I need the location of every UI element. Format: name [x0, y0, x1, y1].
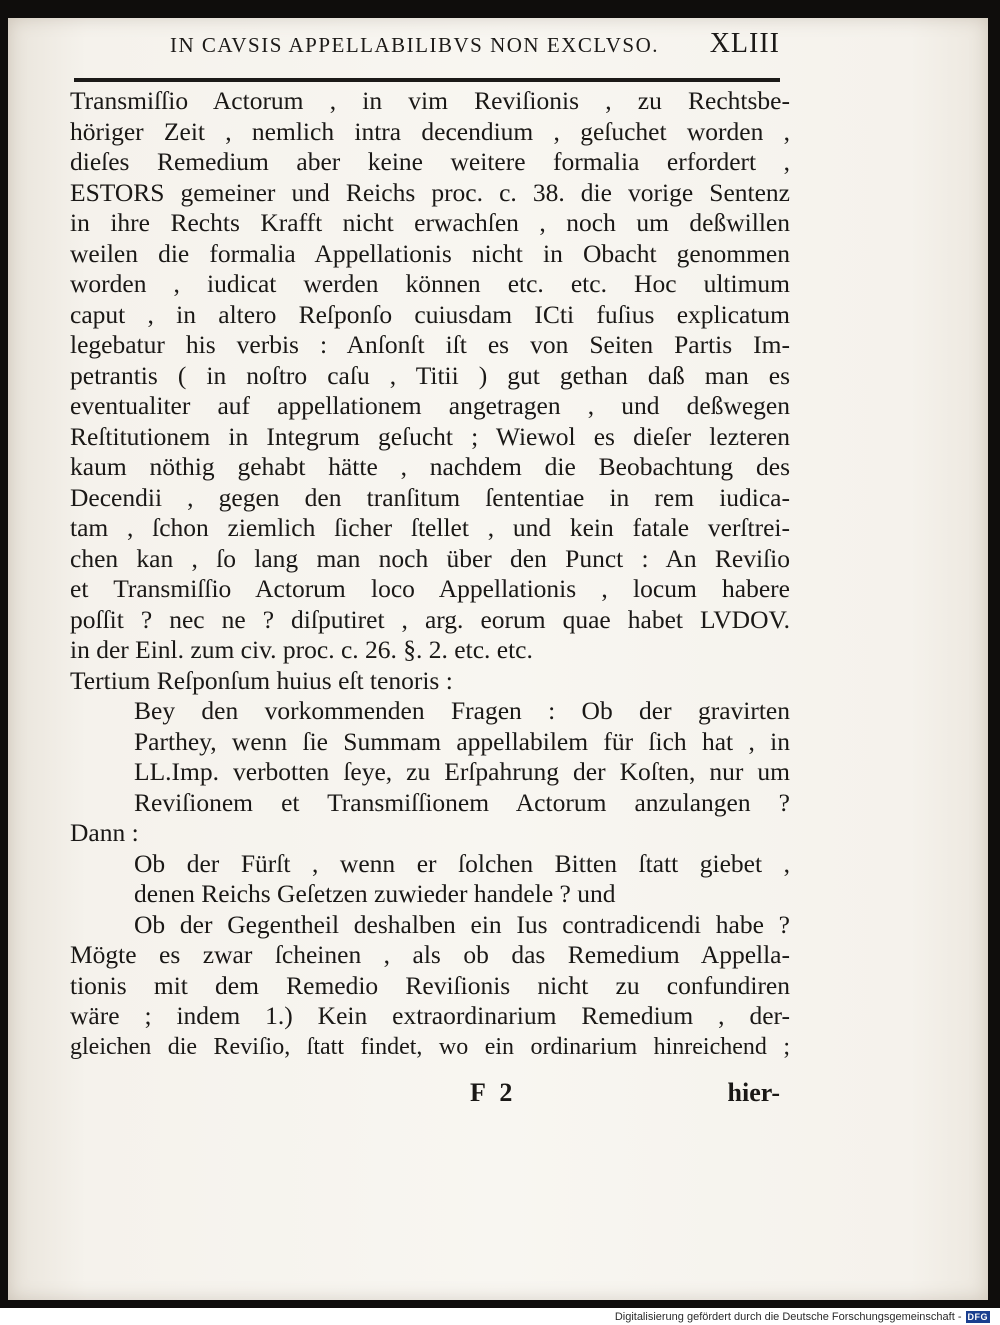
catchword-line	[70, 1078, 780, 1112]
digitization-credit	[615, 1310, 990, 1324]
text-line: Dann :	[70, 818, 139, 847]
text-line: worden , iudicat werden können etc. etc. Hoc ultimum	[70, 269, 790, 298]
text-line: höriger Zeit , nemlich intra decendium , geſuchet worden ,	[70, 116, 790, 146]
text-line: chen kan , ſo lang man noch über den Punct : An Reviſio	[70, 543, 790, 573]
text-line: Tertium Reſponſum huius eſt tenoris :	[70, 665, 453, 695]
text-line: Decendii , gegen den tranſitum ſententiae in rem iudica-	[70, 482, 790, 512]
text-line: tam , ſchon ziemlich ſicher ſtellet , und kein fatale verſtrei-	[70, 513, 790, 542]
text-line: Reſtitutionem in Integrum geſucht ; Wiewol es dieſer lezteren	[70, 421, 790, 451]
text-line: gleichen die Reviſio, ſtatt findet, wo ein ordinarium hinreichend ;	[70, 1033, 790, 1060]
text-line: wäre ; indem 1.) Kein extraordinarium Remedium , der-	[70, 1001, 790, 1030]
text-line: Mögte es zwar ſcheinen , als ob das Remedium Appella-	[70, 940, 790, 969]
header-rule	[74, 78, 780, 82]
text-line: LL.Imp. verbotten ſeye, zu Erſpahrung der Koſten, nur um	[134, 757, 790, 786]
text-line: in ihre Rechts Krafft nicht erwachſen , noch um deßwillen	[70, 208, 790, 237]
text-line: dieſes Remedium aber keine weitere formalia erfordert ,	[70, 147, 790, 176]
text-line: poſſit ? nec ne ? diſputiret , arg. eorum quae habet LVDOV.	[70, 604, 790, 634]
text-line: tionis mit dem Remedio Reviſionis nicht zu confundiren	[70, 970, 790, 1000]
text-line: Ob der Fürſt , wenn er ſolchen Bitten ſtatt giebet ,	[134, 848, 790, 878]
text-line: et Transmiſſio Actorum loco Appellationis , locum habere	[70, 574, 790, 603]
text-line: kaum nöthig gehabt hätte , nachdem die Beobachtung des	[70, 452, 790, 481]
catchword: hier-	[727, 1078, 780, 1107]
text-line: legebatur his verbis : Anſonſt iſt es von Seiten Partis Im-	[70, 330, 790, 359]
text-line: Transmiſſio Actorum , in vim Reviſionis , zu Rechtsbe-	[70, 86, 790, 115]
page-number: XLIII	[709, 28, 780, 59]
text-line: Reviſionem et Transmiſſionem Actorum anzulangen ?	[134, 787, 790, 817]
text-line: eventualiter auf appellationem angetragen , und deßwegen	[70, 391, 790, 420]
text-line: denen Reichs Geſetzen zuwieder handele ? und	[134, 879, 616, 908]
text-line: weilen die formalia Appellationis nicht in Obacht genommen	[70, 238, 790, 268]
text-line: Ob der Gegentheil deshalben ein Ius contradicendi habe ?	[134, 909, 790, 939]
credit-text: Digitalisierung gefördert durch die Deutsche Forschungsgemeinschaft -	[614, 1311, 962, 1323]
body-text	[70, 86, 790, 1062]
page-header	[170, 28, 780, 68]
text-line: caput , in altero Reſponſo cuiusdam ICti fuſius explicatum	[70, 299, 790, 329]
dfg-logo: DFG	[967, 1312, 988, 1322]
text-line: Bey den vorkommenden Fragen : Ob der gravirten	[134, 696, 790, 725]
signature-mark: F 2	[470, 1078, 517, 1107]
text-line: petrantis ( in noſtro caſu , Titii ) gut gethan daß man es	[70, 360, 790, 390]
running-head: IN CAVSIS APPELLABILIBVS NON EXCLVSO.	[170, 33, 659, 57]
text-line: ESTORS gemeiner und Reichs proc. c. 38. die vorige Sentenz	[70, 177, 790, 207]
text-line: in der Einl. zum civ. proc. c. 26. §. 2. etc. etc.	[70, 635, 533, 664]
text-line: Parthey, wenn ſie Summam appellabilem für ſich hat , in	[134, 726, 790, 756]
